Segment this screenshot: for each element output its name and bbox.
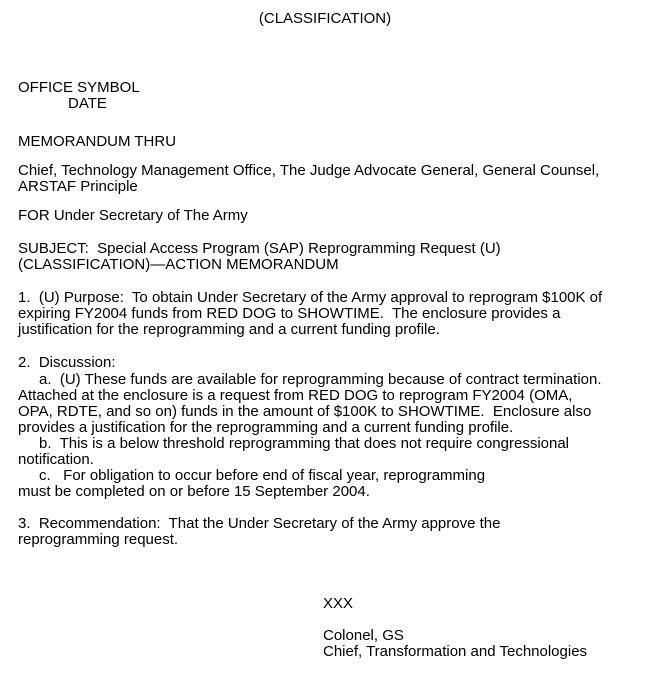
discussion-line: a. (U) These funds are available for reprogramming because of contract termination. — [39, 371, 602, 388]
thru-line: Chief, Technology Management Office, The Judge Advocate General, General Counsel, — [18, 162, 600, 179]
discussion-heading: 2. Discussion: — [18, 354, 116, 371]
purpose-line: justification for the reprogramming and a current funding profile. — [18, 321, 440, 338]
discussion-line: must be completed on or before 15 September 2004. — [18, 483, 370, 500]
discussion-line: notification. — [18, 451, 94, 468]
subject-line: SUBJECT: Special Access Program (SAP) Reprogramming Request (U) — [18, 240, 501, 257]
subject-line: (CLASSIFICATION)—ACTION MEMORANDUM — [18, 256, 339, 273]
purpose-line: expiring FY2004 funds from RED DOG to SHOWTIME. The enclosure provides a — [18, 305, 561, 322]
discussion-line: Attached at the enclosure is a request from RED DOG to reprogram FY2004 (OMA, — [18, 387, 573, 404]
discussion-line: b. This is a below threshold reprogramming that does not require congressional — [39, 435, 570, 452]
signature-title: Chief, Transformation and Technologies — [323, 643, 588, 660]
signature-rank: Colonel, GS — [323, 627, 404, 644]
signature-name: XXX — [323, 595, 354, 612]
discussion-line: OPA, RDTE, and so on) funds in the amount of $100K to SHOWTIME. Enclosure also — [18, 403, 592, 420]
recommendation-line: reprogramming request. — [18, 531, 179, 548]
classification-header: (CLASSIFICATION) — [258, 10, 392, 27]
purpose-line: 1. (U) Purpose: To obtain Under Secretary of the Army approval to reprogram $100K of — [18, 289, 603, 306]
date: DATE — [68, 95, 107, 112]
discussion-line: provides a justification for the reprogramming and a current funding profile. — [18, 419, 514, 436]
discussion-line: c. For obligation to occur before end of fiscal year, reprogramming — [39, 467, 486, 484]
recommendation-line: 3. Recommendation: That the Under Secretary of the Army approve the — [18, 515, 501, 532]
office-symbol: OFFICE SYMBOL — [18, 79, 140, 96]
memorandum-thru: MEMORANDUM THRU — [18, 133, 177, 150]
for-line: FOR Under Secretary of The Army — [18, 207, 248, 224]
thru-line: ARSTAF Principle — [18, 178, 138, 195]
